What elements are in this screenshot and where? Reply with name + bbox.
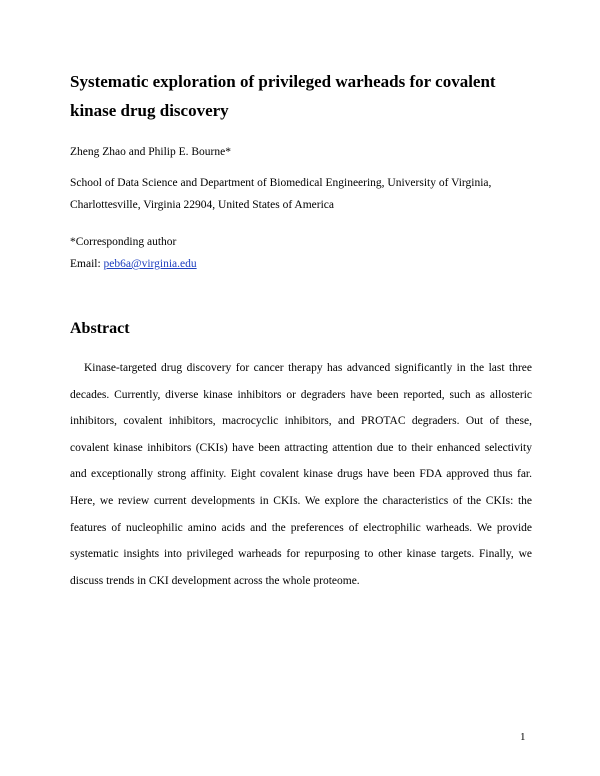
email-label: Email: xyxy=(70,258,104,270)
abstract-body xyxy=(70,355,532,594)
abstract-line: decades. Currently, diverse kinase inhibitors or degraders have been reported, such as allosteric xyxy=(70,388,532,401)
affiliation-line-1: School of Data Science and Department of Biomedical Engineering, University of Virginia, xyxy=(70,177,492,189)
affiliation xyxy=(70,172,491,216)
corresponding-author-note: *Corresponding author xyxy=(70,236,177,248)
abstract-line: Here, we review current developments in CKIs. We explore the characteristics of the CKIs: the xyxy=(70,494,532,507)
title-line-1: Systematic exploration of privileged warheads for covalent xyxy=(70,72,496,91)
abstract-line: and exceptionally strong affinity. Eight covalent kinase drugs have been FDA approved thus far. xyxy=(70,468,532,481)
paper-title xyxy=(70,67,540,125)
affiliation-line-2: Charlottesville, Virginia 22904, United States of America xyxy=(70,199,334,211)
author-list: Zheng Zhao and Philip E. Bourne* xyxy=(70,146,231,158)
abstract-line: features of nucleophilic amino acids and the preferences of electrophilic warheads. We provide xyxy=(70,521,532,534)
correspondence-block xyxy=(70,231,197,275)
abstract-line: Kinase-targeted drug discovery for cancer therapy has advanced significantly in the last three xyxy=(84,362,532,374)
abstract-line: systematic insights into privileged warheads for repurposing to other kinase targets. Finally, we xyxy=(70,548,532,561)
abstract-line: discuss trends in CKI development across the whole proteome. xyxy=(70,574,360,587)
abstract-line: covalent kinase inhibitors (CKIs) have been attracting attention due to their enhanced selectivity xyxy=(70,441,532,454)
email-link[interactable]: peb6a@virginia.edu xyxy=(103,258,197,270)
title-line-2: kinase drug discovery xyxy=(70,101,229,120)
email-line xyxy=(70,253,197,275)
page-number: 1 xyxy=(520,731,526,743)
abstract-heading: Abstract xyxy=(70,320,130,337)
abstract-line: inhibitors, covalent inhibitors, macrocyclic inhibitors, and PROTAC degraders. Out of these, xyxy=(70,415,532,428)
